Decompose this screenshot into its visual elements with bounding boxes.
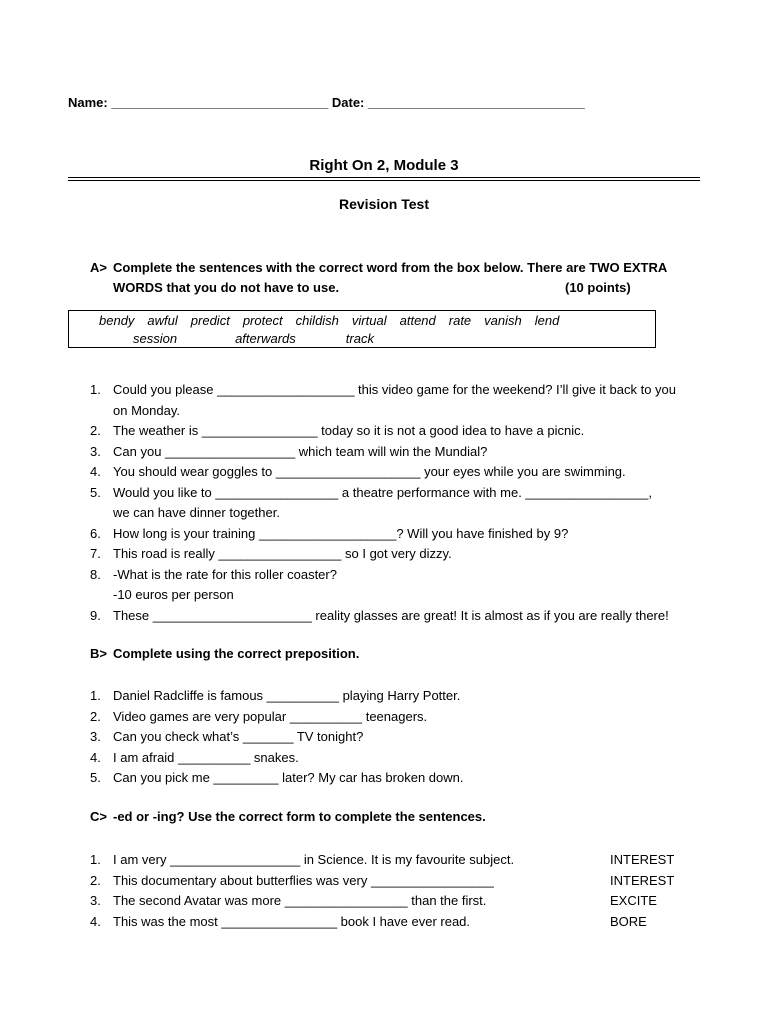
question-text: This was the most ________________ book I have ever read. bbox=[113, 913, 471, 929]
question-number: 2. bbox=[90, 423, 101, 438]
word-box-row-1 bbox=[99, 313, 572, 328]
section-a-letter: A> bbox=[90, 260, 107, 275]
question-text-line: This road is really _________________ so I got very dizzy. bbox=[113, 546, 452, 561]
section-b-instruction bbox=[90, 646, 359, 661]
question-text: Daniel Radcliffe is famous __________ playing Harry Potter. bbox=[113, 688, 461, 703]
box-word: rate bbox=[448, 313, 472, 328]
question-text-line: -10 euros per person bbox=[113, 587, 234, 602]
keyword: BORE bbox=[610, 913, 647, 929]
question-number: 4. bbox=[90, 913, 101, 929]
box-word: session bbox=[133, 331, 178, 346]
question-text: The second Avatar was more _________________ than the first. bbox=[113, 893, 487, 908]
section-b-letter: B> bbox=[90, 646, 107, 661]
box-word: protect bbox=[242, 313, 283, 328]
title-rule-bottom bbox=[68, 180, 700, 181]
box-word: virtual bbox=[351, 313, 387, 328]
question-text-line: The weather is ________________ today so it is not a good idea to have a picnic. bbox=[113, 423, 585, 438]
section-a-questions bbox=[90, 380, 710, 626]
name-blank: ______________________________ bbox=[111, 95, 329, 110]
question-text: I am afraid __________ snakes. bbox=[113, 749, 299, 765]
question-item bbox=[90, 421, 710, 442]
question-item bbox=[90, 442, 710, 463]
section-c-letter: C> bbox=[90, 809, 107, 824]
box-word: afterwards bbox=[235, 331, 296, 346]
question-item bbox=[90, 871, 710, 892]
question-text: I am very __________________ in Science. It is my favourite subject. bbox=[113, 852, 515, 867]
question-text: Can you pick me _________ later? My car has broken down. bbox=[113, 770, 464, 785]
box-word: lend bbox=[534, 313, 560, 328]
question-text: Can you check what’s _______ TV tonight? bbox=[113, 729, 364, 744]
question-item bbox=[90, 748, 710, 769]
question-number: 1. bbox=[90, 382, 101, 397]
section-a-instruction-text1: Complete the sentences with the correct word from the box below. There are TWO EXTRA bbox=[113, 260, 668, 275]
question-item bbox=[90, 483, 710, 524]
keyword: EXCITE bbox=[610, 893, 657, 908]
question-item bbox=[90, 727, 710, 748]
question-number: 1. bbox=[90, 852, 101, 867]
question-text: This documentary about butterflies was very _________________ bbox=[113, 872, 494, 888]
question-number: 5. bbox=[90, 484, 101, 500]
question-number: 2. bbox=[90, 872, 101, 888]
question-text-line: You should wear goggles to ____________________ your eyes while you are swimming. bbox=[113, 464, 626, 479]
question-text-line: on Monday. bbox=[113, 402, 180, 418]
keyword: INTEREST bbox=[610, 852, 675, 867]
word-box-row-2 bbox=[133, 331, 374, 346]
box-word: awful bbox=[147, 313, 178, 328]
question-item bbox=[90, 565, 710, 606]
section-c-instruction-text: -ed or -ing? Use the correct form to complete the sentences. bbox=[113, 809, 486, 824]
section-c-instruction bbox=[90, 809, 486, 824]
question-text-line: These ______________________ reality glasses are great! It is almost as if you are really there! bbox=[113, 607, 669, 623]
box-word: track bbox=[345, 331, 374, 346]
question-number: 6. bbox=[90, 525, 101, 541]
question-text-line: Could you please ___________________ this video game for the weekend? I’ll give it back to you bbox=[113, 382, 677, 397]
question-item bbox=[90, 380, 710, 421]
question-item bbox=[90, 912, 710, 933]
question-item bbox=[90, 606, 710, 627]
question-number: 1. bbox=[90, 688, 101, 703]
question-text: Video games are very popular __________ teenagers. bbox=[113, 708, 428, 724]
question-number: 8. bbox=[90, 566, 101, 582]
page-title: Right On 2, Module 3 bbox=[309, 157, 459, 174]
section-a-instruction-line2: WORDS that you do not have to use. bbox=[113, 280, 340, 295]
question-number: 3. bbox=[90, 893, 101, 908]
question-item bbox=[90, 891, 710, 912]
question-number: 4. bbox=[90, 749, 101, 765]
title-rule-top bbox=[68, 177, 700, 178]
question-text-line: -What is the rate for this roller coaster? bbox=[113, 566, 337, 582]
section-a-points: (10 points) bbox=[565, 280, 631, 295]
section-c-questions bbox=[90, 850, 710, 932]
page-subtitle: Revision Test bbox=[339, 196, 429, 212]
box-word: vanish bbox=[484, 313, 522, 328]
section-a-instruction-line1 bbox=[90, 260, 667, 275]
box-word: predict bbox=[190, 313, 230, 328]
question-item bbox=[90, 850, 710, 871]
question-number: 4. bbox=[90, 464, 101, 479]
date-label: Date: bbox=[328, 95, 368, 110]
question-item bbox=[90, 524, 710, 545]
question-text-line: Would you like to _________________ a theatre performance with me. _________________, bbox=[113, 484, 652, 500]
question-text-line: we can have dinner together. bbox=[113, 505, 280, 520]
word-box bbox=[68, 310, 656, 348]
question-item bbox=[90, 707, 710, 728]
name-label: Name: bbox=[68, 95, 112, 110]
question-number: 9. bbox=[90, 607, 101, 623]
question-number: 7. bbox=[90, 546, 101, 561]
question-item bbox=[90, 768, 710, 789]
question-number: 5. bbox=[90, 770, 101, 785]
question-number: 3. bbox=[90, 443, 101, 459]
keyword: INTEREST bbox=[610, 872, 675, 888]
question-number: 3. bbox=[90, 729, 101, 744]
question-item bbox=[90, 462, 710, 483]
section-b-questions bbox=[90, 686, 710, 789]
date-blank: ______________________________ bbox=[368, 95, 585, 110]
question-text-line: How long is your training ___________________? Will you have finished by 9? bbox=[113, 525, 569, 541]
section-b-instruction-text: Complete using the correct preposition. bbox=[113, 646, 360, 661]
question-text-line: Can you __________________ which team will win the Mundial? bbox=[113, 443, 488, 459]
box-word: attend bbox=[399, 313, 436, 328]
question-item bbox=[90, 686, 710, 707]
box-word: childish bbox=[295, 313, 339, 328]
box-word: bendy bbox=[99, 313, 135, 328]
name-date-line bbox=[68, 95, 585, 110]
question-item bbox=[90, 544, 710, 565]
question-number: 2. bbox=[90, 708, 101, 724]
